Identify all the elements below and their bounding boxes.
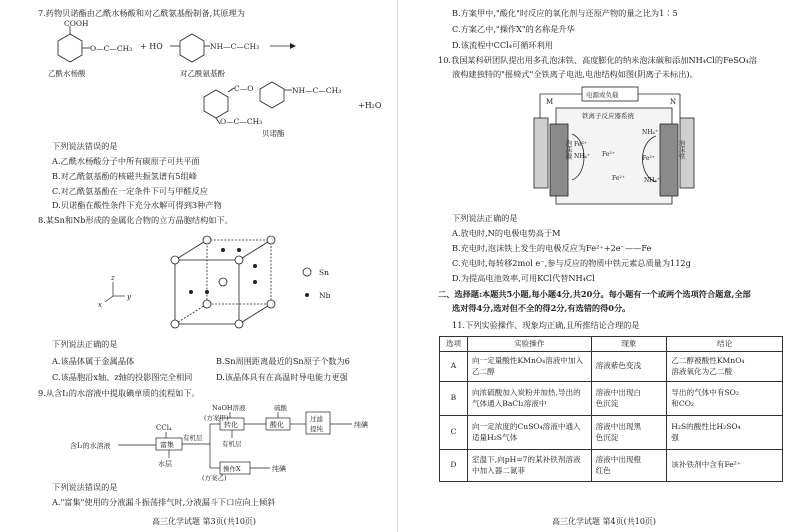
section2-header-line2: 选对得4分,选对但不全的得2分,有选错的得0分。 [452, 303, 631, 313]
q10-stem-line1: 10.我国某科研团队提出用多孔泡沫铁、高度膨化的纳米泡沫碳和添加NH₄Cl的FeSO₄溶 [438, 55, 757, 65]
organic-layer-label: 有机层 [183, 434, 203, 442]
q11-table [439, 336, 783, 482]
q8-option-a[interactable]: A.该晶体属于金属晶体 [52, 356, 135, 366]
row-conclusion: 乙二醇被酸性KMnO₄ 溶液氧化为乙二酸 [667, 352, 783, 382]
legend-sn: Sn [319, 268, 329, 277]
plan-a-label: (方案甲) [204, 414, 229, 422]
q7-option-b[interactable]: B.对乙酰氨基酚的核磁共振氢谱有5组峰 [52, 171, 197, 181]
op-x-box: 操作X [223, 465, 241, 473]
q7-reaction-diagram [40, 20, 390, 138]
tichun-box: 提纯 [310, 425, 323, 433]
header-conclusion: 结论 [667, 337, 783, 352]
row-option: A [440, 352, 468, 382]
header-option: 选项 [440, 337, 468, 352]
q9-option-b[interactable]: B.方案甲中,"酸化"时反应的氧化剂与还原产物的量之比为1∶5 [452, 8, 678, 18]
cooh-label: COOH [64, 20, 89, 28]
header-phenomenon: 现象 [591, 337, 667, 352]
q8-option-d[interactable]: D.该晶体具有在高温时导电能力更强 [216, 372, 348, 382]
right-electrode-label: 泡沫铁 [666, 140, 686, 148]
table-header-row [440, 337, 783, 352]
row-operation: 向一定量酸性KMnO₄溶液中加入 乙二醇 [467, 352, 591, 382]
q8-crystal-diagram [95, 228, 355, 334]
pure-iodine-2: 纯碘 [272, 465, 286, 473]
nh-group: NH—C—CH₃ [210, 42, 260, 51]
row-operation: 向浓硫酸加入炭粉并加热,导出的 气体通入BaCl₂溶液中 [467, 382, 591, 416]
row-conclusion: 该补铁剂中含有Fe²⁺ [667, 450, 783, 482]
q7-stem: 7.药物贝诺酯由乙酰水杨酸和对乙酰氨基酚制备,其原理为 [38, 8, 245, 18]
ester-group: O—C—CH₃ [90, 44, 133, 53]
table-row[interactable] [440, 382, 783, 416]
system-label: 铁离子反应器系统 [582, 112, 634, 120]
suanhua-box: 酸化 [270, 421, 284, 429]
pure-iodine-1: 纯碘 [354, 421, 368, 429]
q7-prompt: 下列说法错误的是 [52, 141, 118, 151]
q7-option-c[interactable]: C.对乙酰氨基酚在一定条件下可与甲醛反应 [52, 186, 208, 196]
footer-right: 高三化学试题 第4页(共10页) [552, 517, 657, 526]
row-phenomenon: 溶液中出现橙 红色 [591, 450, 667, 482]
row-phenomenon: 溶液中出现黑 色沉淀 [591, 416, 667, 450]
q10-option-d[interactable]: D.为提高电池效率,可用KCl代替NH₄Cl [452, 273, 595, 283]
row-option: D [440, 450, 468, 482]
table-row[interactable] [440, 352, 783, 382]
q8-option-b[interactable]: B.Sn周围距离最近的Sn原子个数为6 [216, 356, 350, 366]
left-electrode-label: 泡沫碳 [553, 140, 573, 148]
load-label: 电源或负载 [586, 91, 619, 99]
row-conclusion: H₂S的酸性比H₂SO₄ 强 [667, 416, 783, 450]
row-conclusion: 导出的气体中有SO₂ 和CO₂ [667, 382, 783, 416]
page-divider [397, 0, 398, 532]
q10-prompt: 下列说法正确的是 [452, 213, 518, 223]
product-bottom-group: O—C—CH₃ [220, 117, 263, 126]
row-phenomenon: 溶液紫色变浅 [591, 352, 667, 382]
q9-option-a[interactable]: A."富集"使用的分液漏斗振荡排气时,分液漏斗下口应向上倾斜 [52, 497, 276, 507]
benzene-ring-2 [180, 34, 204, 62]
axis-y: y [127, 293, 131, 301]
q8-stem: 8.某Sn和Nb形成的金属化合物的立方晶胞结构如下。 [38, 215, 233, 225]
naoh-label: NaOH溶液 [212, 404, 246, 412]
plus-h2o: +H₂O [358, 101, 382, 110]
row-operation: 室温下,向pH=7的某补铁剂溶液 中加入器二氮菲 [467, 450, 591, 482]
reactant1-name: 乙酰水杨酸 [48, 69, 86, 78]
benzene-ring [58, 34, 82, 62]
q7-option-a[interactable]: A.乙酰水杨酸分子中所有碳原子可共平面 [52, 156, 200, 166]
product-name: 贝诺酯 [262, 129, 285, 138]
product-top-group: C—O [234, 84, 254, 93]
table-row[interactable] [440, 416, 783, 450]
ion-fe2-right: Fe²⁺ [642, 155, 655, 162]
q10-battery-diagram [520, 84, 720, 210]
q7-option-d[interactable]: D.贝诺酯在酸性条件下充分水解可得到3种产物 [52, 200, 222, 210]
row-phenomenon: 溶液中出现白 色沉淀 [591, 382, 667, 416]
ion-nh4-right: NH₄⁺ [642, 129, 659, 136]
q11-stem: 11.下列实验操作、现象均正确,且所推结论合理的是 [452, 320, 640, 330]
q10-option-b[interactable]: B.充电时,泡沫铁上发生的电极反应为Fe²⁺+2e⁻——Fe [452, 243, 652, 253]
product-nh-group: NH—C—CH₃ [292, 86, 342, 95]
zhuanhua-box: 转化 [224, 421, 238, 429]
footer-left: 高三化学试题 第3页(共10页) [152, 517, 257, 526]
q9-option-c[interactable]: C.方案乙中,"操作X"的名称是升华 [452, 24, 575, 34]
q9-prompt: 下列说法错误的是 [52, 482, 118, 492]
row-option: C [440, 416, 468, 450]
header-operation: 实验操作 [467, 337, 591, 352]
q9-option-d[interactable]: D.该流程中CCl₄可循环利用 [452, 40, 553, 50]
ion-nh4-right-2: NH₄⁺ [644, 177, 661, 184]
axis-x: x [98, 301, 102, 309]
plan-b-label: (方案乙) [202, 474, 227, 482]
ion-fe2-low: Fe²⁺ [612, 175, 625, 182]
product-benzene-ring [204, 90, 228, 118]
electrode-n-label: N [670, 98, 677, 106]
plus-ho: + HO [140, 42, 163, 51]
h2so4-label: 硫酸 [274, 404, 287, 412]
row-operation: 向一定浓度的CuSO₄溶液中通入 适量H₂S气体 [467, 416, 591, 450]
ion-fe2-mid: Fe²⁺ [602, 151, 615, 158]
water-layer-label: 水层 [158, 460, 172, 468]
guolv-box: 过滤 [310, 415, 323, 423]
q9-flow-diagram [70, 400, 390, 482]
legend-nb: Nb [319, 291, 331, 300]
fuji-box: 富集 [160, 441, 174, 449]
reactant2-name: 对乙酰氨基酚 [180, 69, 225, 78]
ion-nh4-left: NH₄⁺ [574, 153, 591, 160]
q10-stem-line2: 液构建独特的"摇椅式"全铁离子电池,电池结构如图(阴离子未标出)。 [452, 69, 698, 79]
q8-prompt: 下列说法正确的是 [52, 339, 118, 349]
section2-header-line1: 二、选择题:本题共5小题,每小题4分,共20分。每小题有一个或两个选项符合题意,全部 [438, 289, 751, 299]
source-label: 含I₂的水溶液 [70, 442, 111, 450]
row-option: B [440, 382, 468, 416]
q10-option-a[interactable]: A.放电时,N的电极电势高于M [452, 228, 561, 238]
q10-option-c[interactable]: C.充电时,每转移2mol e⁻,参与反应的物质中铁元素总质量为112g [452, 258, 691, 268]
electrode-m-label: M [546, 98, 554, 106]
ion-fe3-left: Fe³⁺ [574, 141, 587, 148]
q9-stem: 9.从含I₂的水溶液中提取碘单质的流程如下。 [38, 388, 200, 398]
table-row[interactable] [440, 450, 783, 482]
ccl4-label: CCl₄ [156, 424, 172, 432]
organic-layer-2-label: 有机层 [222, 440, 242, 448]
axis-z: z [111, 274, 115, 282]
q8-option-c[interactable]: C.该晶胞沿x轴、z轴的投影图完全相同 [52, 372, 193, 382]
